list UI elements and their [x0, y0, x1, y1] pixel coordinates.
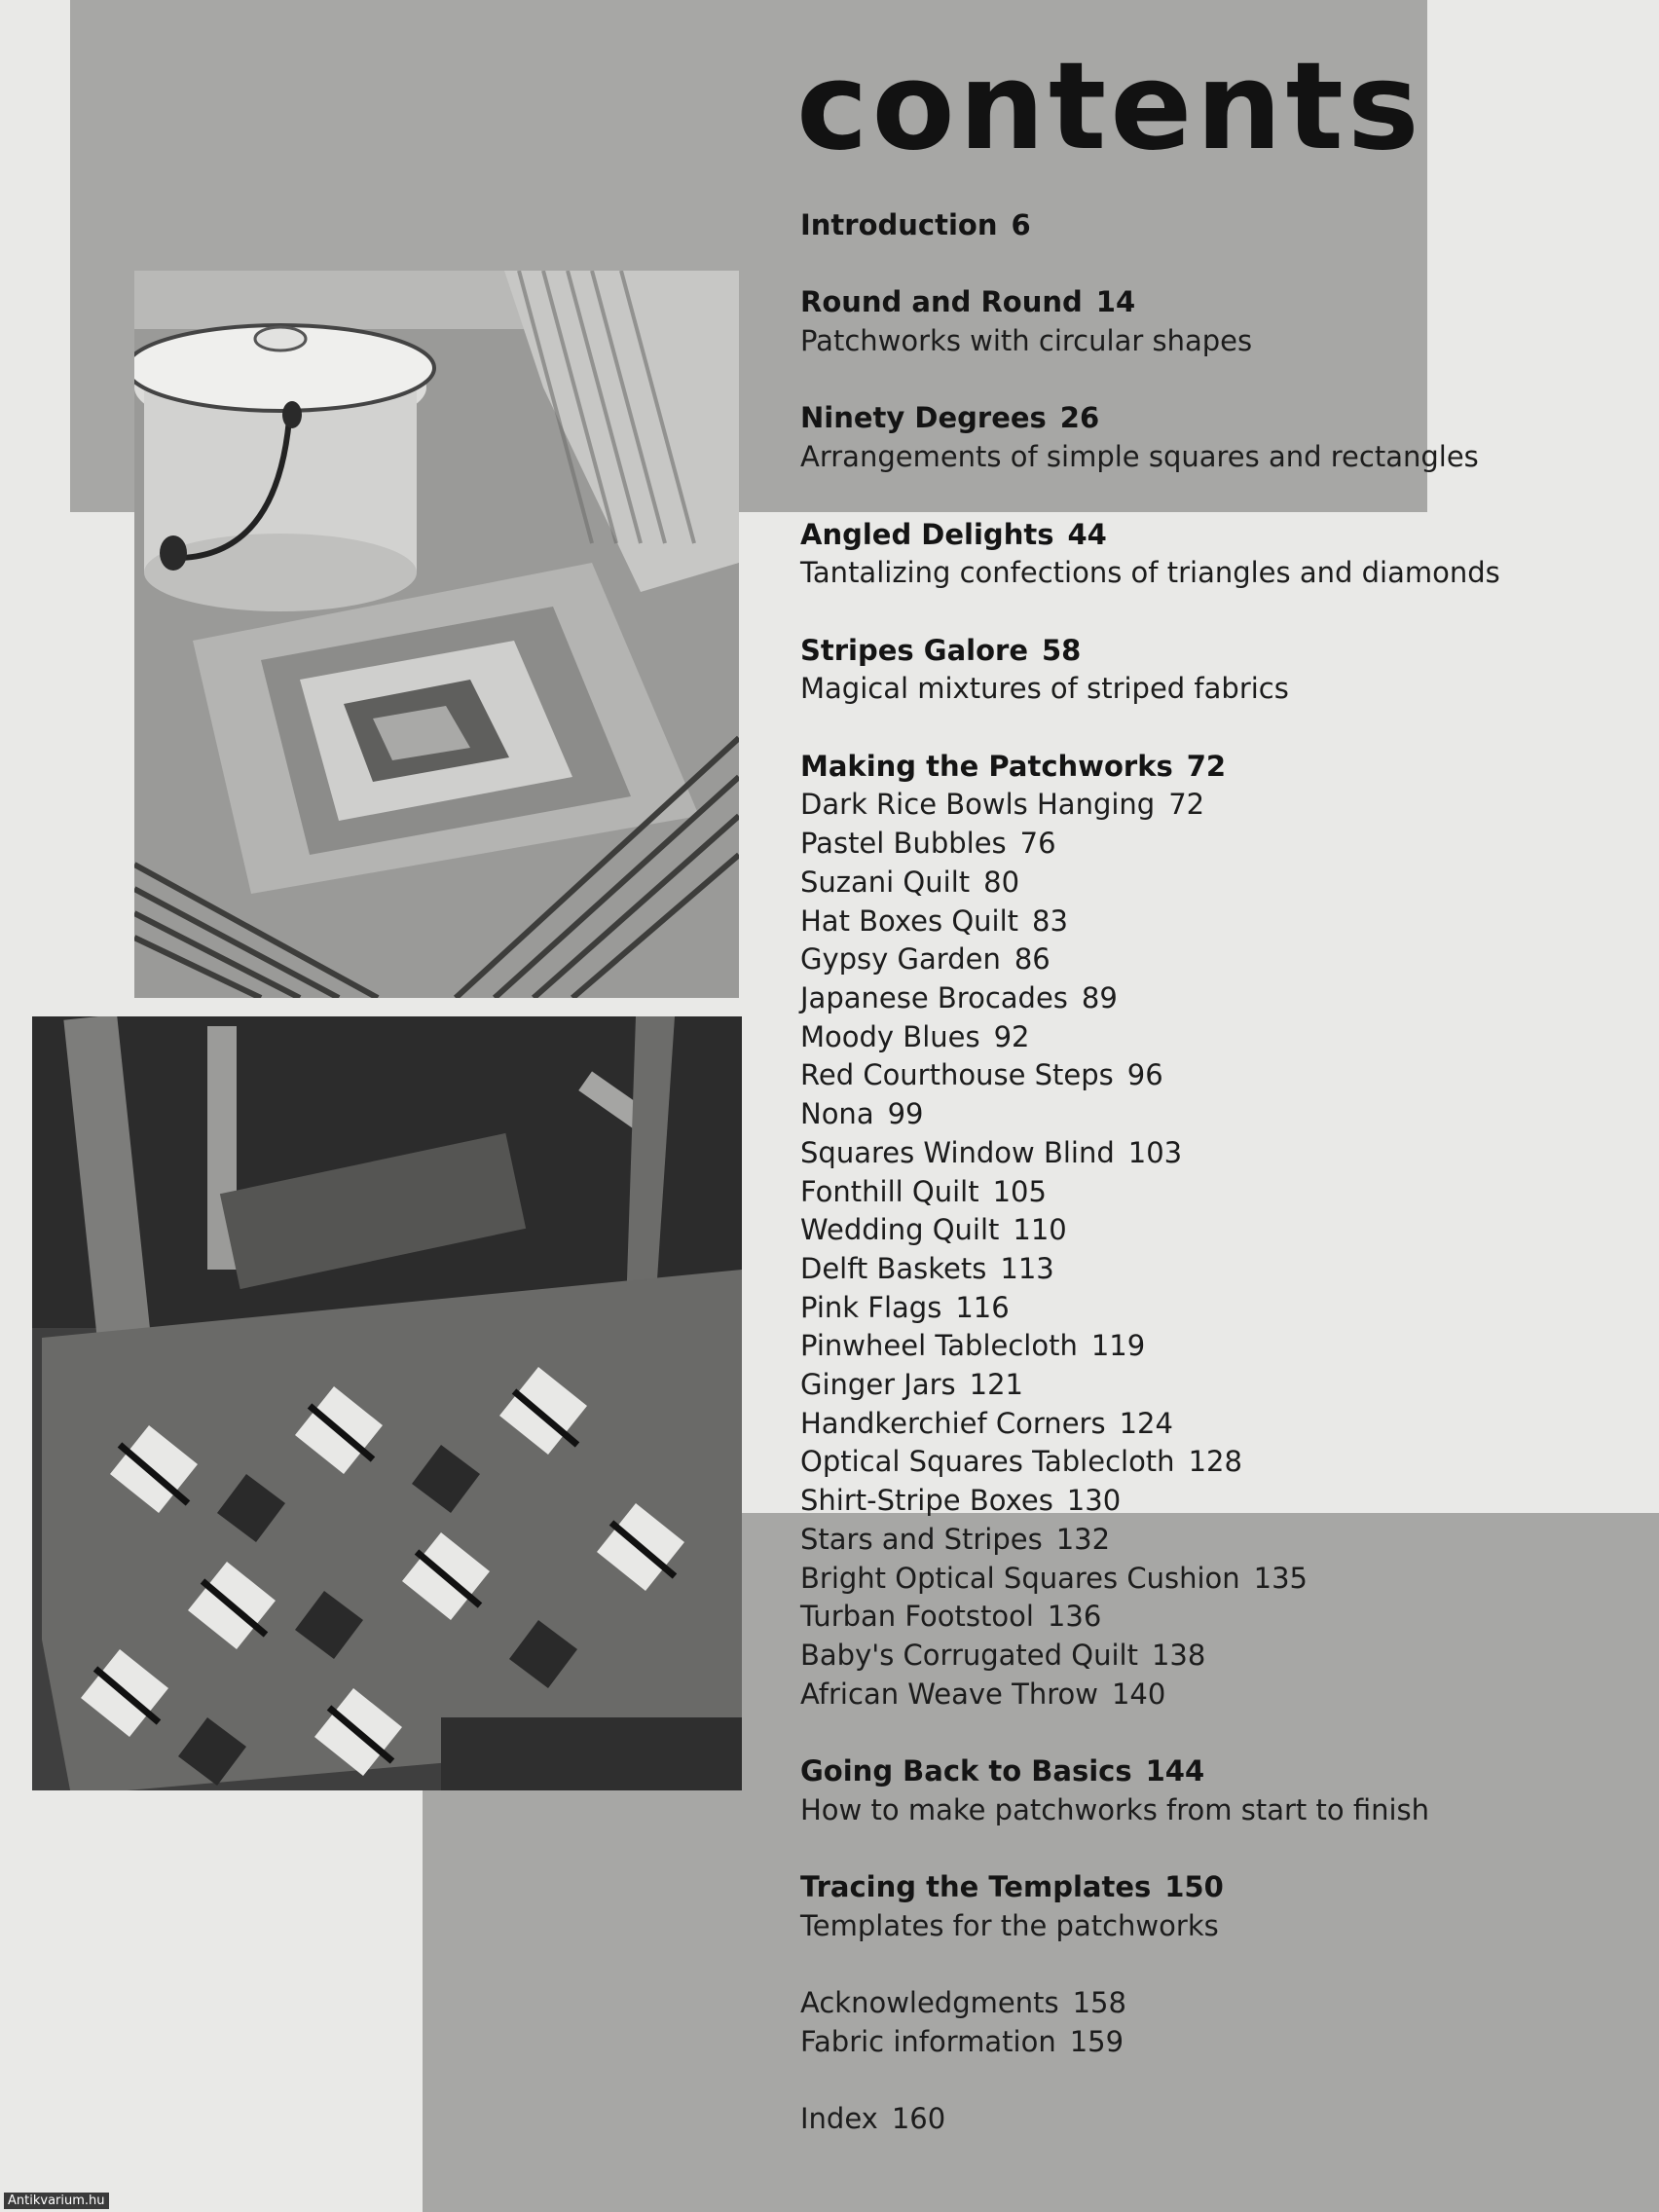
- toc-page-number: 138: [1151, 1638, 1206, 1672]
- toc-title: Pastel Bubbles: [800, 827, 1007, 861]
- toc-project-entry: [800, 1018, 1462, 1057]
- toc-page-number: 105: [992, 1174, 1047, 1208]
- toc-entry-making-the-patchworks: [800, 748, 1462, 787]
- toc-entry-acknowledgments: [800, 1984, 1462, 2023]
- toc-title: Nona: [800, 1097, 874, 1131]
- patchwork-project-list: [800, 786, 1462, 1714]
- toc-page-number: 6: [1011, 208, 1031, 241]
- toc-title: Red Courthouse Steps: [800, 1058, 1114, 1092]
- toc-page-number: 130: [1066, 1484, 1122, 1518]
- toc-entry-round-and-round: [800, 283, 1462, 322]
- toc-project-entry: [800, 1676, 1462, 1714]
- toc-page-number: 76: [1019, 827, 1056, 861]
- toc-project-entry: [800, 1443, 1462, 1482]
- toc-page-number: 160: [891, 2102, 946, 2136]
- toc-page-number: 110: [1013, 1213, 1067, 1247]
- toc-project-entry: [800, 825, 1462, 864]
- toc-title: Round and Round: [800, 285, 1083, 319]
- toc-title: Ninety Degrees: [800, 401, 1047, 435]
- toc-title: African Weave Throw: [800, 1677, 1098, 1711]
- toc-title: Acknowledgments: [800, 1986, 1059, 2020]
- toc-project-entry: [800, 1327, 1462, 1366]
- toc-title: Making the Patchworks: [800, 749, 1173, 783]
- toc-page-number: 158: [1072, 1986, 1126, 2020]
- toc-page-number: 96: [1126, 1058, 1163, 1092]
- toc-title: Pinwheel Tablecloth: [800, 1329, 1078, 1363]
- toc-title: Delft Baskets: [800, 1251, 987, 1285]
- toc-project-entry: [800, 1173, 1462, 1212]
- toc-project-entry: [800, 979, 1462, 1018]
- toc-project-entry: [800, 1366, 1462, 1405]
- toc-page-number: 92: [993, 1019, 1030, 1053]
- toc-page-number: 128: [1188, 1445, 1242, 1479]
- toc-page-number: 72: [1168, 788, 1205, 822]
- toc-page-number: 89: [1081, 980, 1118, 1014]
- toc-title: Dark Rice Bowls Hanging: [800, 788, 1156, 822]
- toc-project-entry: [800, 940, 1462, 979]
- toc-entry-stripes-galore: [800, 632, 1462, 671]
- toc-page-number: 140: [1111, 1677, 1166, 1711]
- toc-title: Fabric information: [800, 2024, 1056, 2058]
- toc-page-number: 83: [1032, 903, 1068, 938]
- toc-project-entry: [800, 1056, 1462, 1095]
- toc-page-number: 132: [1055, 1522, 1111, 1556]
- toc-title: Japanese Brocades: [800, 980, 1068, 1014]
- toc-title: Squares Window Blind: [800, 1135, 1115, 1169]
- toc-title: Moody Blues: [800, 1019, 980, 1053]
- toc-page-number: 113: [1000, 1251, 1054, 1285]
- toc-title: Ginger Jars: [800, 1368, 956, 1402]
- toc-page-number: 86: [1014, 942, 1051, 977]
- toc-entry-index: [800, 2100, 1462, 2139]
- toc-title: Stars and Stripes: [800, 1522, 1043, 1556]
- toc-project-entry: [800, 1637, 1462, 1676]
- toc-title: Pink Flags: [800, 1290, 942, 1324]
- toc-project-entry: [800, 1598, 1462, 1637]
- toc-project-entry: [800, 1482, 1462, 1521]
- toc-title: Introduction: [800, 208, 998, 241]
- toc-entry-fabric-information: [800, 2023, 1462, 2062]
- photo-enamel-pot-quilts: [134, 271, 739, 998]
- table-of-contents: [800, 206, 1500, 2139]
- toc-subtitle: Patchworks with circular shapes: [800, 324, 1253, 358]
- toc-title: Hat Boxes Quilt: [800, 903, 1019, 938]
- toc-subtitle: Magical mixtures of striped fabrics: [800, 672, 1289, 706]
- toc-title: Gypsy Garden: [800, 942, 1001, 977]
- toc-page-number: 144: [1145, 1754, 1205, 1788]
- toc-page-number: 80: [983, 865, 1020, 899]
- toc-subtitle: Arrangements of simple squares and rectangles: [800, 440, 1479, 474]
- toc-page-number: 121: [969, 1368, 1024, 1402]
- toc-title: Baby's Corrugated Quilt: [800, 1638, 1138, 1672]
- toc-title: Bright Optical Squares Cushion: [800, 1561, 1240, 1595]
- toc-title: Optical Squares Tablecloth: [800, 1445, 1175, 1479]
- toc-page-number: 136: [1047, 1600, 1102, 1634]
- toc-project-entry: [800, 1211, 1462, 1250]
- toc-title: Fonthill Quilt: [800, 1174, 979, 1208]
- toc-page-number: 103: [1127, 1135, 1183, 1169]
- toc-page-number: 150: [1164, 1870, 1224, 1904]
- toc-subtitle: How to make patchworks from start to finish: [800, 1792, 1430, 1826]
- toc-title: Turban Footstool: [800, 1600, 1034, 1634]
- toc-project-entry: [800, 864, 1462, 903]
- toc-title: Angled Delights: [800, 517, 1054, 551]
- toc-subtitle: Tantalizing confections of triangles and diamonds: [800, 556, 1500, 590]
- toc-title: Wedding Quilt: [800, 1213, 1000, 1247]
- toc-project-entry: [800, 1560, 1462, 1599]
- toc-project-entry: [800, 903, 1462, 941]
- toc-project-entry: [800, 1289, 1462, 1328]
- toc-page-number: 116: [955, 1290, 1010, 1324]
- toc-title: Handkerchief Corners: [800, 1406, 1106, 1440]
- toc-page-number: 159: [1069, 2024, 1124, 2058]
- toc-title: Stripes Galore: [800, 633, 1028, 667]
- toc-page-number: 124: [1119, 1406, 1173, 1440]
- toc-project-entry: [800, 1405, 1462, 1444]
- toc-page-number: 44: [1067, 517, 1107, 551]
- toc-page-number: 99: [887, 1097, 924, 1131]
- watermark-text: Antikvarium.hu: [4, 2193, 109, 2209]
- toc-page-number: 135: [1253, 1561, 1308, 1595]
- toc-project-entry: [800, 1521, 1462, 1560]
- toc-page-number: 72: [1186, 749, 1227, 783]
- toc-title: Going Back to Basics: [800, 1754, 1132, 1788]
- toc-subtitle: Templates for the patchworks: [800, 1908, 1219, 1942]
- toc-project-entry: [800, 1095, 1462, 1134]
- toc-page-number: 58: [1041, 633, 1082, 667]
- toc-project-entry: [800, 1250, 1462, 1289]
- toc-project-entry: [800, 786, 1462, 825]
- toc-title: Shirt-Stripe Boxes: [800, 1484, 1053, 1518]
- toc-title: Tracing the Templates: [800, 1870, 1152, 1904]
- toc-entry-ninety-degrees: [800, 399, 1462, 438]
- photo-star-quilt: [32, 1016, 742, 1790]
- toc-page-number: 119: [1090, 1329, 1146, 1363]
- toc-title: Index: [800, 2102, 878, 2136]
- toc-entry-going-back-to-basics: [800, 1752, 1462, 1791]
- toc-entry-angled-delights: [800, 516, 1462, 555]
- toc-page-number: 14: [1095, 285, 1136, 319]
- toc-entry-introduction: [800, 206, 1462, 245]
- page-title: contents: [796, 37, 1423, 177]
- toc-project-entry: [800, 1134, 1462, 1173]
- toc-page-number: 26: [1059, 401, 1100, 435]
- toc-entry-tracing-the-templates: [800, 1868, 1462, 1907]
- toc-title: Suzani Quilt: [800, 865, 971, 899]
